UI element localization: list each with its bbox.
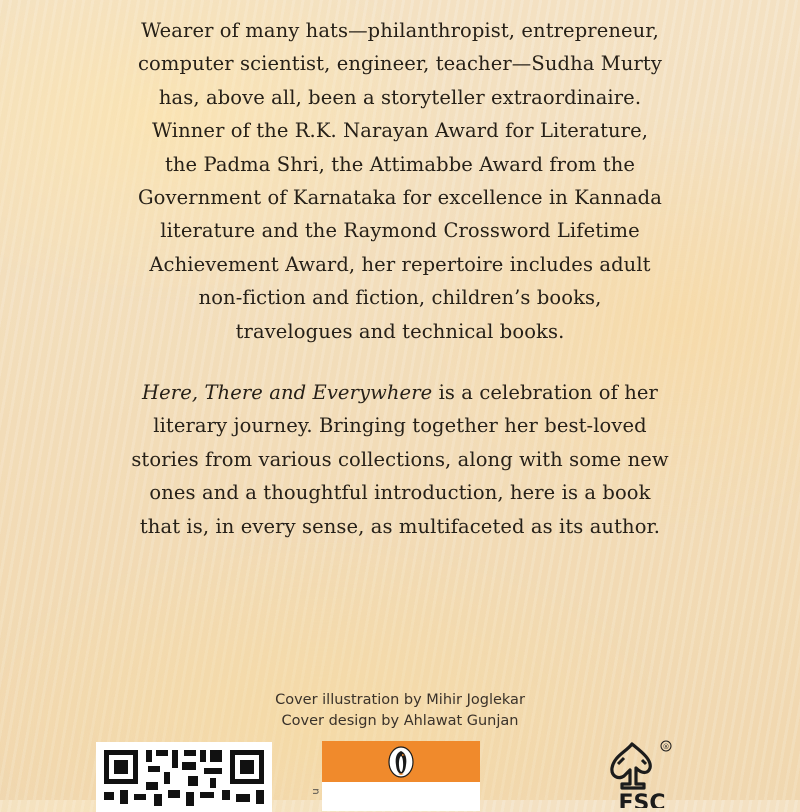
blurb-line: literary journey. Bringing together her best-loved	[153, 414, 647, 438]
blurb-line: non-fiction and fiction, children’s books,	[198, 286, 602, 310]
fsc-tree-logo-icon	[602, 738, 682, 808]
design-credit: Cover design by Ahlawat Gunjan	[281, 713, 519, 729]
registered-mark: ®	[662, 743, 670, 751]
blurb-line-rest: is a celebration of her	[432, 381, 658, 405]
fsc-label: FSC	[618, 791, 666, 808]
blurb-paragraph-book	[60, 376, 740, 543]
blurb-line	[60, 376, 740, 409]
back-cover-blurb	[60, 14, 740, 543]
blurb-line: literature and the Raymond Crossword Lifetime	[160, 219, 640, 243]
qr-code-icon	[96, 742, 272, 812]
blurb-line: travelogues and technical books.	[235, 319, 565, 343]
blurb-line: ones and a thoughtful introduction, here is a book	[149, 481, 651, 505]
blurb-line: Government of Karnataka for excellence in Kannada	[138, 186, 662, 210]
cover-credits	[0, 690, 800, 732]
blurb-paragraph-author	[60, 14, 740, 348]
blurb-line: computer scientist, engineer, teacher—Sudha Murty	[138, 52, 662, 76]
blurb-line: Wearer of many hats—philanthropist, entrepreneur,	[141, 19, 659, 42]
blurb-line: has, above all, been a storyteller extraordinaire.	[158, 85, 642, 109]
blurb-line: that is, in every sense, as multifaceted as its author.	[139, 514, 661, 538]
penguin-logo-icon	[385, 746, 417, 778]
blurb-line: Achievement Award, her repertoire includes adult	[149, 252, 651, 276]
illustration-credit: Cover illustration by Mihir Joglekar	[275, 692, 525, 708]
publisher-logo-block	[322, 741, 480, 811]
paragraph-gap	[60, 348, 740, 376]
book-title: Here, There and Everywhere	[142, 381, 433, 405]
spine-mark: u	[310, 788, 322, 795]
blurb-line: the Padma Shri, the Attimabbe Award from the	[164, 152, 636, 176]
blurb-line: Winner of the R.K. Narayan Award for Literature,	[151, 119, 649, 143]
blurb-line: stories from various collections, along with some new	[131, 447, 669, 471]
